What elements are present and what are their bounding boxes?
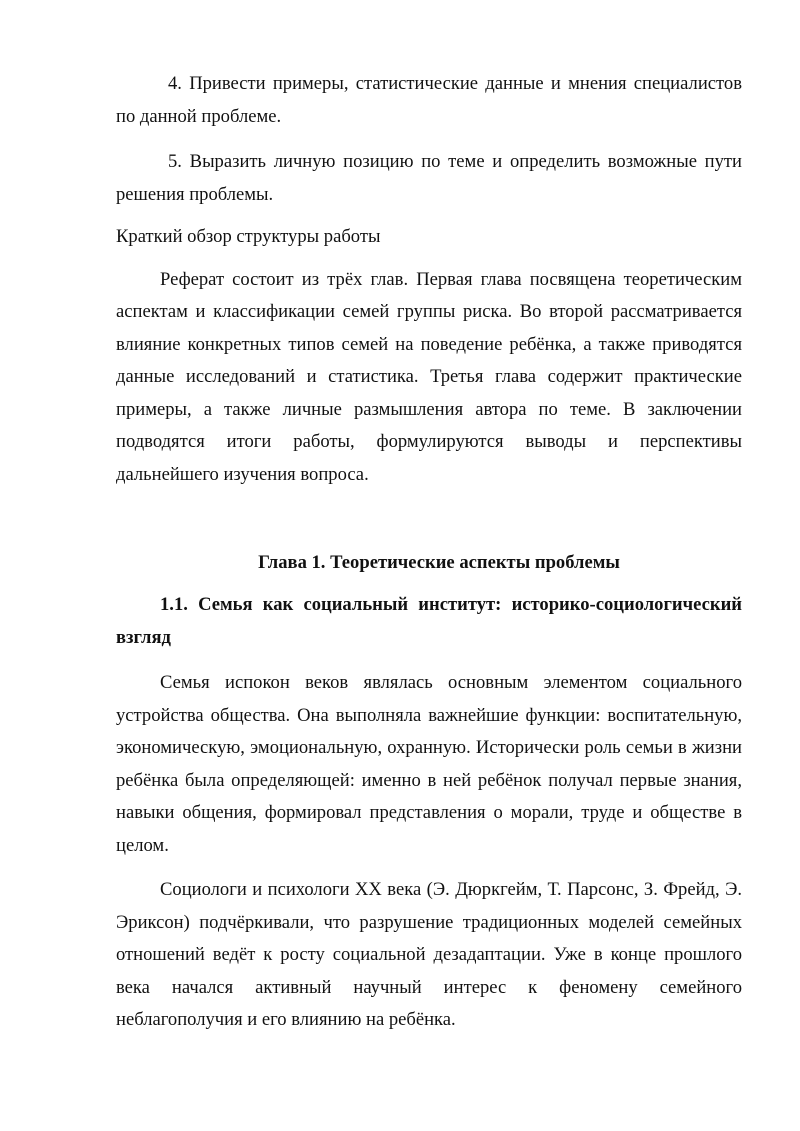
list-item-5: 5. Выразить личную позицию по теме и определить возможные пути решения проблемы. [116, 151, 742, 205]
section-paragraph-1: Семья испокон веков являлась основным элементом социального устройства общества. Она выполняла важнейшие функции: воспитательную, экономическую, эмоциональную, охранную. Исторически роль семьи в жизни ребёнка была определяющей: именно в ней ребёнок получал первые знания, навыки общения, формировал представления о морали, труде и обществе в целом. [116, 672, 742, 856]
chapter-title: Глава 1. Теоретические аспекты проблемы [258, 552, 620, 573]
list-item-4: 4. Привести примеры, статистические данные и мнения специалистов по данной проблеме. [116, 73, 742, 127]
overview-title: Краткий обзор структуры работы [116, 226, 381, 247]
section-paragraph-2: Социологи и психологи XX века (Э. Дюркгейм, Т. Парсонс, З. Фрейд, Э. Эриксон) подчёркивали, что разрушение традиционных моделей семейных отношений ведёт к росту социальной дезадаптации. Уже в конце прошлого века начался активный научный интерес к феномену семейного неблагополучия и его влиянию на ребёнка. [116, 879, 742, 1030]
overview-paragraph: Реферат состоит из трёх глав. Первая глава посвящена теоретическим аспектам и классификации семей группы риска. Во второй рассматривается влияние конкретных типов семей на поведение ребёнка, а также приводятся данные исследований и статистика. Третья глава содержит практические примеры, а также личные размышления автора по теме. В заключении подводятся итоги работы, формулируются выводы и перспективы дальнейшего изучения вопроса. [116, 268, 742, 485]
section-title: 1.1. Семья как социальный институт: историко-социологический взгляд [116, 594, 742, 648]
